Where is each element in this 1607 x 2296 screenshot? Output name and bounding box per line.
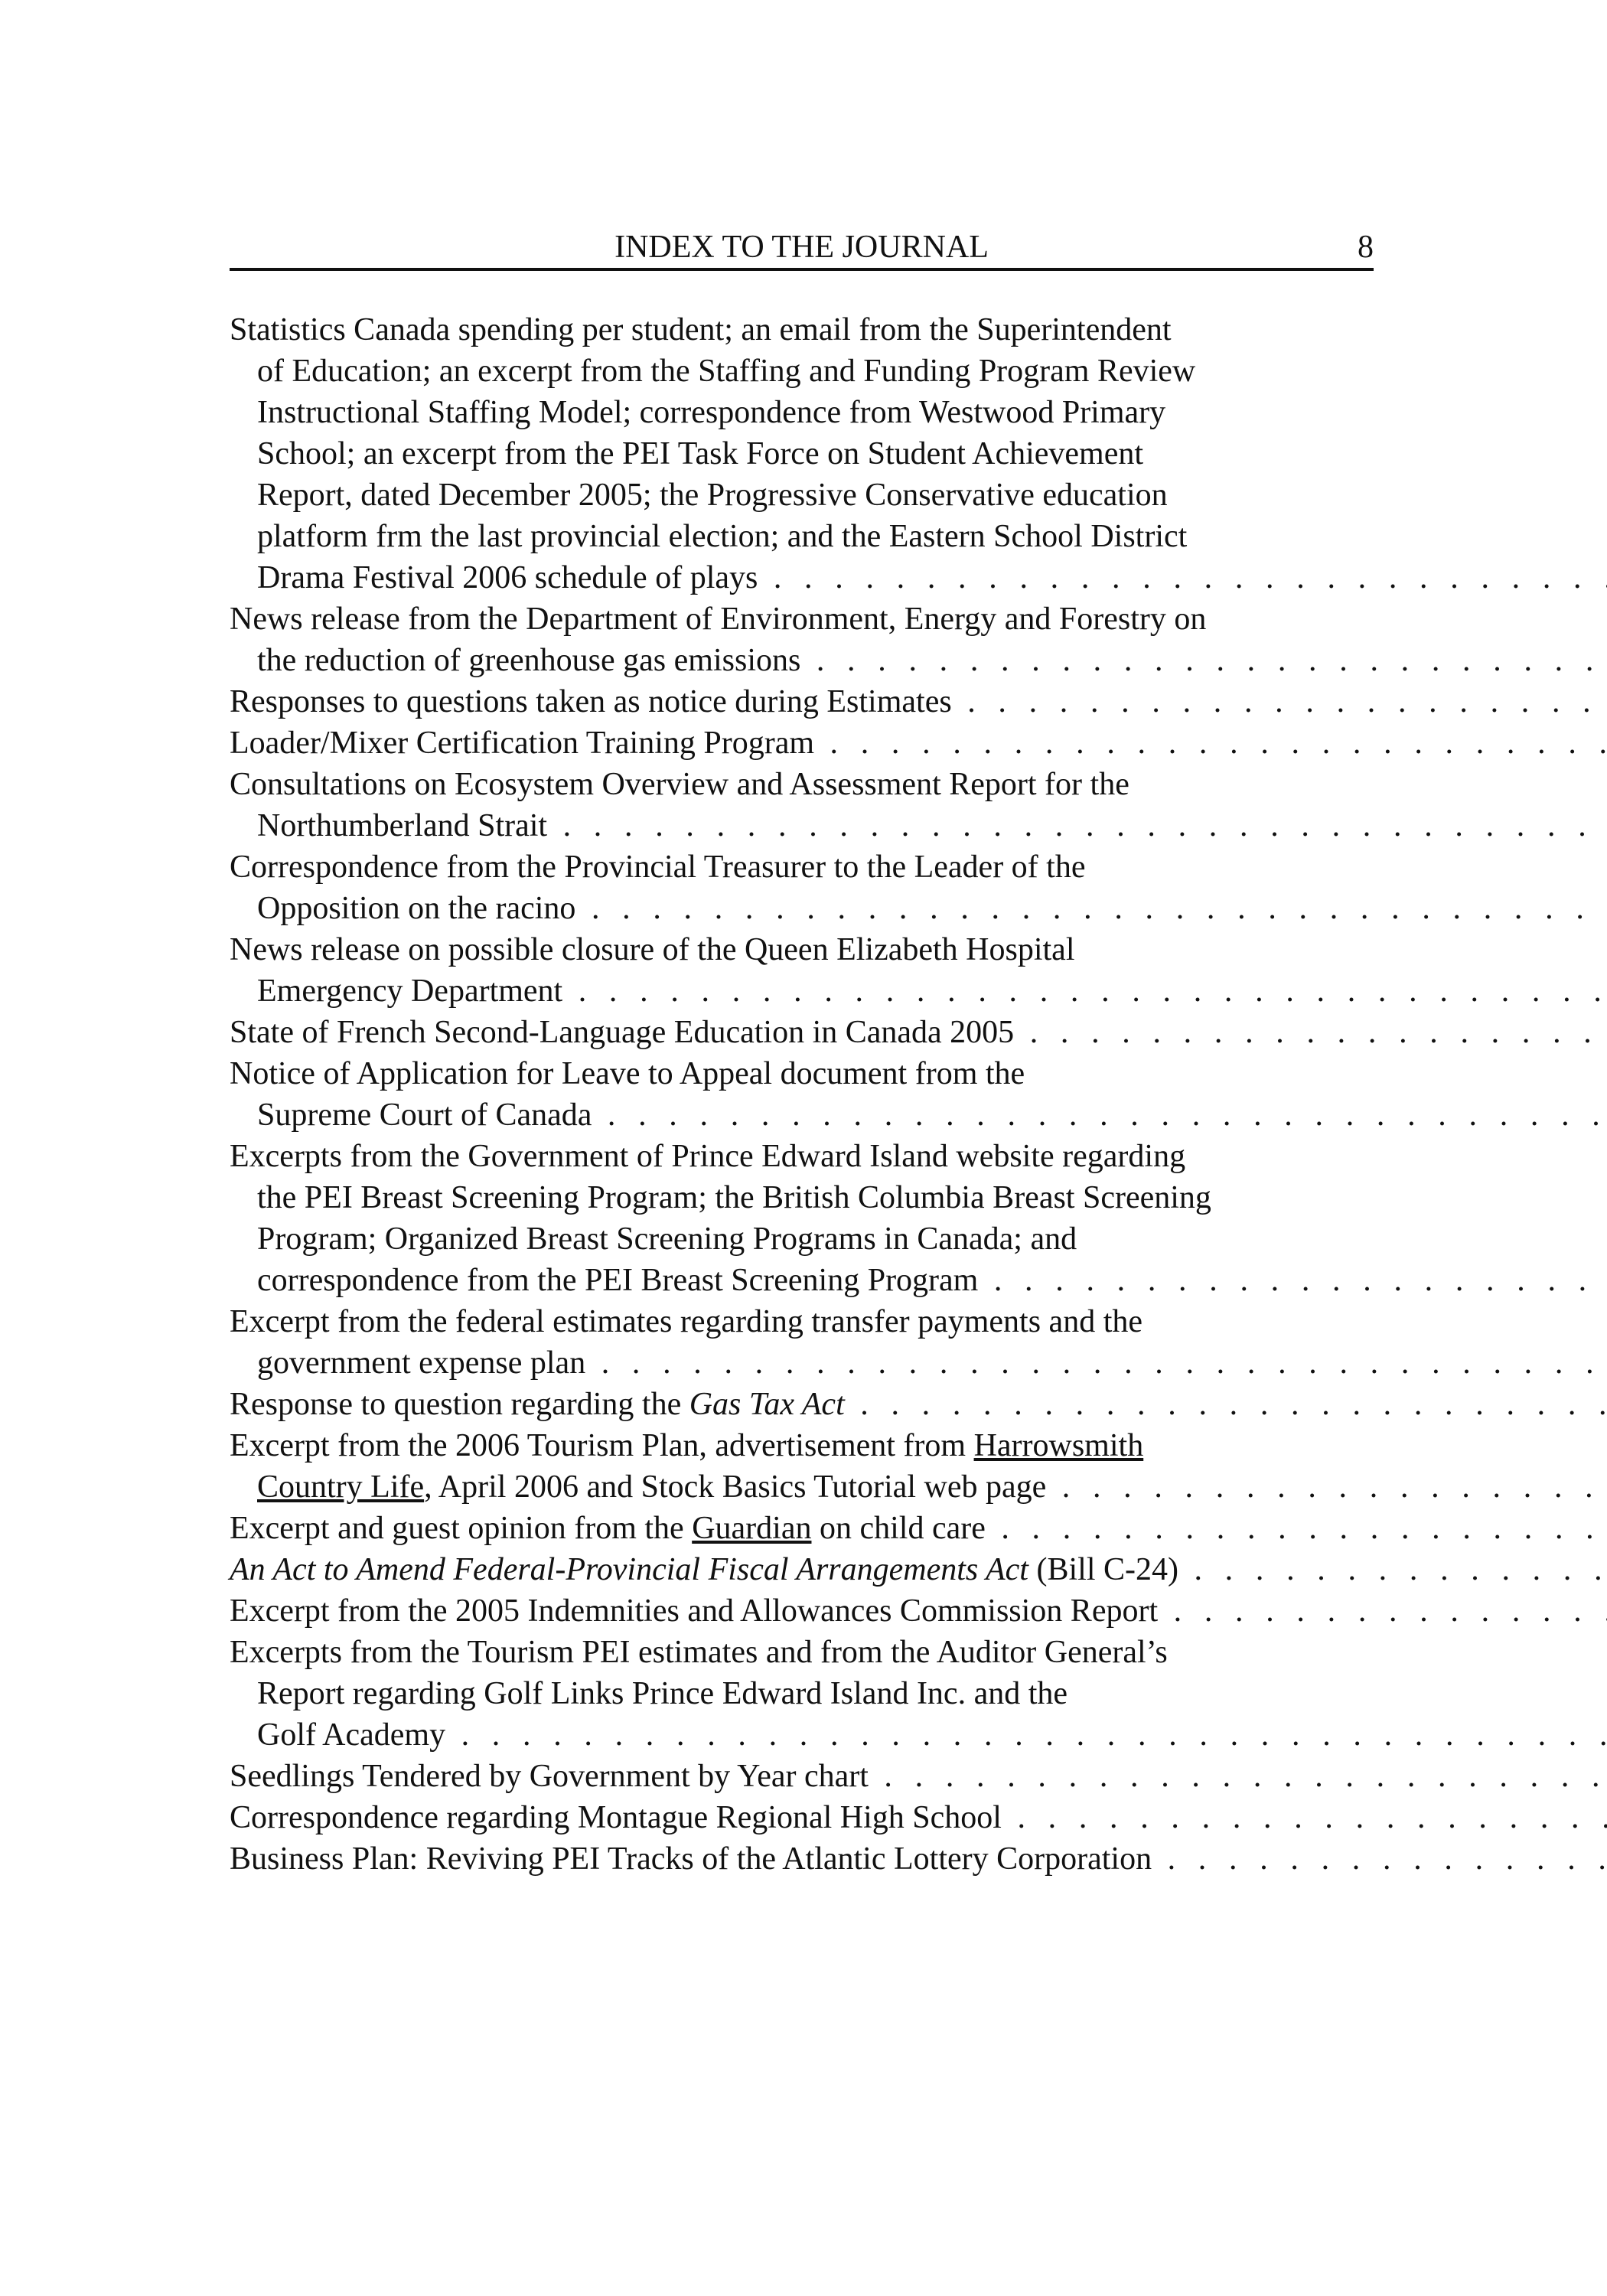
entry-final-line <box>230 640 1374 681</box>
act-title: An Act to Amend Federal-Provincial Fiscal Arrangements Act <box>230 1552 1028 1587</box>
entry-final-line <box>230 722 1374 764</box>
entry-line: Excerpts from the Tourism PEI estimates and from the Auditor General’s <box>230 1635 1168 1670</box>
publication-title: Guardian <box>692 1511 812 1546</box>
entry-line: Supreme Court of Canada <box>257 1097 592 1133</box>
index-entry <box>230 1012 1374 1053</box>
entry-line: of Education; an excerpt from the Staffing and Funding Program Review <box>257 354 1196 389</box>
entry-line: News release from the Department of Environment, Energy and Forestry on <box>230 602 1207 637</box>
entry-final-line <box>230 1342 1374 1384</box>
index-entry <box>230 929 1374 1012</box>
entry-text-suffix: on child care <box>811 1511 986 1546</box>
index-entry <box>230 1590 1374 1632</box>
index-entry <box>230 1549 1374 1590</box>
dot-leader <box>579 974 1607 1009</box>
entry-line: Correspondence from the Provincial Treasurer to the Leader of the <box>230 850 1086 885</box>
dot-leader <box>830 726 1607 761</box>
journal-index-page <box>230 227 1374 1880</box>
entry-final-line <box>230 1466 1374 1508</box>
dot-leader <box>1194 1552 1607 1587</box>
act-title: Gas Tax Act <box>689 1387 845 1422</box>
entry-text-suffix: (Bill C-24) <box>1028 1552 1178 1587</box>
entry-line: Seedlings Tendered by Government by Year chart <box>230 1759 869 1794</box>
publication-title: Country Life <box>257 1469 425 1505</box>
entry-final-line <box>230 970 1374 1012</box>
dot-leader <box>461 1717 1607 1753</box>
entry-text <box>230 1552 1178 1587</box>
dot-leader <box>994 1263 1607 1298</box>
index-entry <box>230 681 1374 722</box>
index-entry <box>230 846 1374 929</box>
index-entry <box>230 1797 1374 1838</box>
entry-final-line <box>230 1590 1374 1632</box>
entry-text <box>230 1511 986 1546</box>
index-entry <box>230 722 1374 764</box>
entry-text-prefix: Excerpt from the 2006 Tourism Plan, advertisement from <box>230 1428 974 1463</box>
entry-line: the PEI Breast Screening Program; the British Columbia Breast Screening <box>257 1180 1211 1215</box>
dot-leader <box>563 808 1607 843</box>
entry-line <box>230 1425 1374 1466</box>
entry-final-line <box>230 1797 1374 1838</box>
entry-text <box>230 1387 845 1422</box>
entry-final-line <box>230 1012 1374 1053</box>
entry-text <box>257 1469 1046 1505</box>
dot-leader <box>1001 1511 1607 1546</box>
entry-line: Excerpt from the 2005 Indemnities and Allowances Commission Report <box>230 1593 1159 1629</box>
index-entry <box>230 764 1374 846</box>
entry-line: government expense plan <box>257 1345 586 1381</box>
entry-line: Instructional Staffing Model; correspondence from Westwood Primary <box>257 395 1166 430</box>
entry-line: Opposition on the racino <box>257 891 576 926</box>
dot-leader <box>1017 1800 1607 1835</box>
dot-leader <box>601 1345 1607 1381</box>
entry-line: Business Plan: Reviving PEI Tracks of the Atlantic Lottery Corporation <box>230 1841 1152 1877</box>
entry-line: platform frm the last provincial election; and the Eastern School District <box>257 519 1188 554</box>
publication-title: Harrowsmith <box>973 1428 1144 1463</box>
entry-text-prefix: Excerpt and guest opinion from the <box>230 1511 693 1546</box>
page-header <box>230 227 1374 271</box>
entry-final-line <box>230 1094 1374 1136</box>
index-entry <box>230 598 1374 681</box>
entry-final-line <box>230 1384 1374 1425</box>
dot-leader <box>860 1387 1607 1422</box>
entry-line: Report regarding Golf Links Prince Edward Island Inc. and the <box>257 1676 1068 1711</box>
entry-line: the reduction of greenhouse gas emissions <box>257 643 801 678</box>
entry-final-line <box>230 1508 1374 1549</box>
entry-final-line <box>230 557 1374 598</box>
entry-final-line <box>230 1756 1374 1797</box>
entry-line: Excerpts from the Government of Prince Edward Island website regarding <box>230 1139 1186 1174</box>
index-entry <box>230 1384 1374 1425</box>
index-entry <box>230 1301 1374 1384</box>
entry-line: Northumberland Strait <box>257 808 548 843</box>
entry-line: Golf Academy <box>257 1717 446 1753</box>
dot-leader <box>1030 1015 1607 1050</box>
index-entry <box>230 1838 1374 1880</box>
entry-line: Program; Organized Breast Screening Programs in Canada; and <box>257 1221 1077 1257</box>
entry-line: Emergency Department <box>257 974 563 1009</box>
entry-line: State of French Second-Language Education in Canada 2005 <box>230 1015 1015 1050</box>
dot-leader <box>967 684 1607 719</box>
index-entry <box>230 1632 1374 1756</box>
entry-final-line <box>230 1549 1374 1590</box>
entry-line: correspondence from the PEI Breast Screening Program <box>257 1263 979 1298</box>
dot-leader <box>1062 1469 1607 1505</box>
entry-line: Drama Festival 2006 schedule of plays <box>257 560 758 595</box>
entry-line: Consultations on Ecosystem Overview and Assessment Report for the <box>230 767 1129 802</box>
dot-leader <box>884 1759 1607 1794</box>
entry-line: Responses to questions taken as notice during Estimates <box>230 684 952 719</box>
dot-leader <box>1174 1593 1607 1629</box>
header-page-number: 8 <box>1358 230 1374 265</box>
entry-line: Statistics Canada spending per student; an email from the Superintendent <box>230 312 1172 347</box>
index-entries <box>230 309 1374 1880</box>
entry-line: Loader/Mixer Certification Training Program <box>230 726 815 761</box>
entry-final-line <box>230 888 1374 929</box>
entry-line: Notice of Application for Leave to Appeal document from the <box>230 1056 1025 1091</box>
entry-line: News release on possible closure of the Queen Elizabeth Hospital <box>230 932 1075 967</box>
index-entry <box>230 1136 1374 1301</box>
index-entry <box>230 309 1374 598</box>
entry-text-prefix: Response to question regarding the <box>230 1387 689 1422</box>
entry-text-suffix: , April 2006 and Stock Basics Tutorial web page <box>424 1469 1047 1505</box>
entry-line: Report, dated December 2005; the Progressive Conservative education <box>257 478 1168 513</box>
index-entry <box>230 1508 1374 1549</box>
entry-final-line <box>230 1838 1374 1880</box>
dot-leader <box>592 891 1607 926</box>
entry-final-line <box>230 1714 1374 1756</box>
index-entry <box>230 1425 1374 1508</box>
entry-line: Correspondence regarding Montague Regional High School <box>230 1800 1002 1835</box>
index-entry <box>230 1756 1374 1797</box>
header-title: INDEX TO THE JOURNAL <box>614 230 989 265</box>
dot-leader <box>608 1097 1607 1133</box>
entry-final-line <box>230 1260 1374 1301</box>
entry-line: School; an excerpt from the PEI Task Force on Student Achievement <box>257 436 1144 471</box>
dot-leader <box>774 560 1607 595</box>
entry-line: Excerpt from the federal estimates regarding transfer payments and the <box>230 1304 1143 1339</box>
entry-final-line <box>230 681 1374 722</box>
index-entry <box>230 1053 1374 1136</box>
dot-leader <box>817 643 1607 678</box>
dot-leader <box>1168 1841 1607 1877</box>
entry-final-line <box>230 805 1374 846</box>
